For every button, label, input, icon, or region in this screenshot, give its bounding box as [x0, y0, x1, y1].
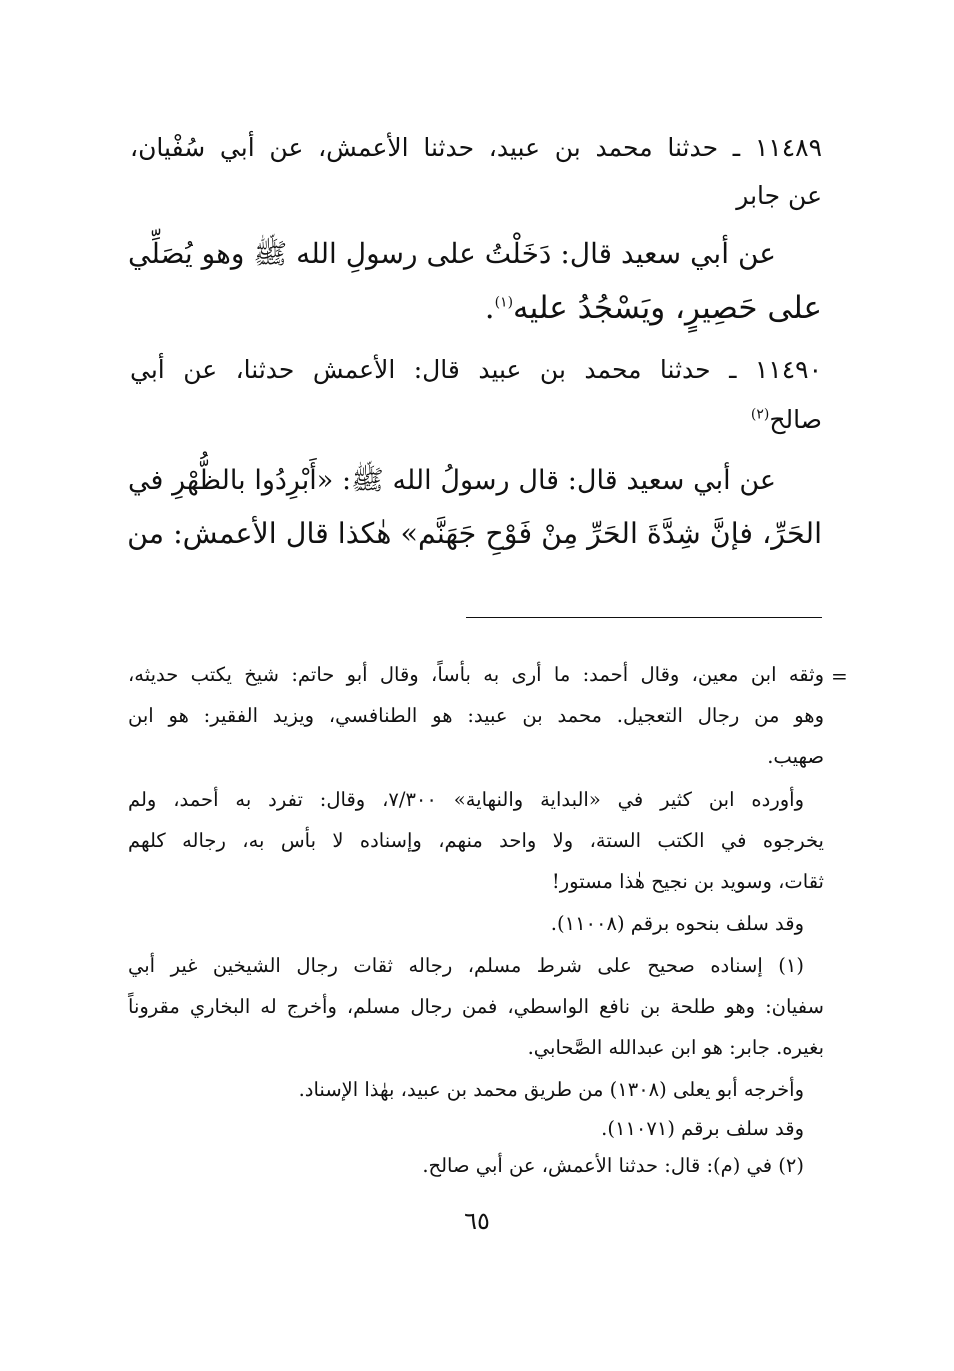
footnote-line: بغيره. جابر: هو ابن عبدالله الصَّحابي.: [527, 1036, 824, 1059]
footnote-ref-1: (١): [494, 294, 514, 311]
footnote-line: ثقات، وسويد بن نجيح هٰذا مستور!: [551, 870, 824, 893]
footnote-line: يخرجوه في الكتب الستة، ولا واحد منهم، وإسناده لا بأس به، رجاله كلهم: [128, 829, 824, 852]
footnote-separator: [466, 617, 822, 618]
hadith-1490-matn-line-1: عن أبي سعيد قال: قال رسولُ الله ﷺ: «أَبْرِدُوا بالظُّهْرِ في: [128, 465, 776, 496]
footnote-line: سفيان: وهو طلحة بن نافع الواسطي، فمن رجال مسلم، وأخرج له البخاري مقروناً: [128, 995, 824, 1018]
footnote-line: وهو من رجال التعجيل. محمد بن عبيد: هو الطنافسي، ويزيد الفقير: هو ابن: [128, 704, 824, 727]
footnote-line: صهيب.: [767, 745, 824, 768]
isnad-text: صالح: [769, 405, 822, 434]
hadith-1490-isnad-line-1: ١١٤٩٠ ـ حدثنا محمد بن عبيد قال: الأعمش حدثنا، عن أبي: [130, 355, 822, 384]
hadith-1489-isnad-line-1: ١١٤٨٩ ـ حدثنا محمد بن عبيد، حدثنا الأعمش، عن أبي سُفْيان،: [130, 133, 822, 162]
continuation-marker: =: [831, 664, 848, 688]
footnote-ref-2: (٢): [750, 406, 770, 423]
hadith-1489-matn-line-2: [128, 284, 822, 332]
footnote-line: وقد سلف بنحوه برقم (١١٠٠٨).: [550, 912, 804, 935]
footnote-line: وثقه ابن معين، وقال أحمد: ما أرى به بأساً، وقال أبو حاتم: شيخ يكتب حديثه،: [128, 663, 824, 686]
page-number: ٦٥: [464, 1207, 490, 1235]
footnote-line: (٢) في (م): قال: حدثنا الأعمش، عن أبي صالح.: [422, 1154, 804, 1177]
matn-period: .: [484, 290, 495, 326]
hadith-1489-isnad-line-2: عن جابر: [736, 181, 822, 210]
footnote-line: وأخرجه أبو يعلى (١٣٠٨) من طريق محمد بن عبيد، بهٰذا الإسناد.: [298, 1078, 804, 1101]
hadith-1490-matn-line-2: الحَرِّ، فإنَّ شِدَّةَ الحَرِّ مِنْ فَوْحِ جَهَنَّم» هٰكذا قال الأعمش: من: [127, 517, 822, 550]
footnote-line: (١) إسناده صحيح على شرط مسلم، رجاله ثقات رجال الشيخين غير أبي: [128, 954, 804, 977]
hadith-1490-isnad-line-2: [130, 400, 822, 440]
matn-text: على حَصِيرٍ، ويَسْجُدُ عليه: [513, 290, 822, 326]
footnote-line: وقد سلف برقم (١١٠٧١).: [601, 1117, 804, 1140]
footnote-line: وأورده ابن كثير في «البداية والنهاية» ٧/٣٠٠، وقال: تفرد به أحمد، ولم: [128, 788, 804, 811]
hadith-1489-matn-line-1: عن أبي سعيد قال: دَخَلْتُ على رسولِ الله ﷺ وهو يُصَلِّي: [128, 237, 776, 270]
